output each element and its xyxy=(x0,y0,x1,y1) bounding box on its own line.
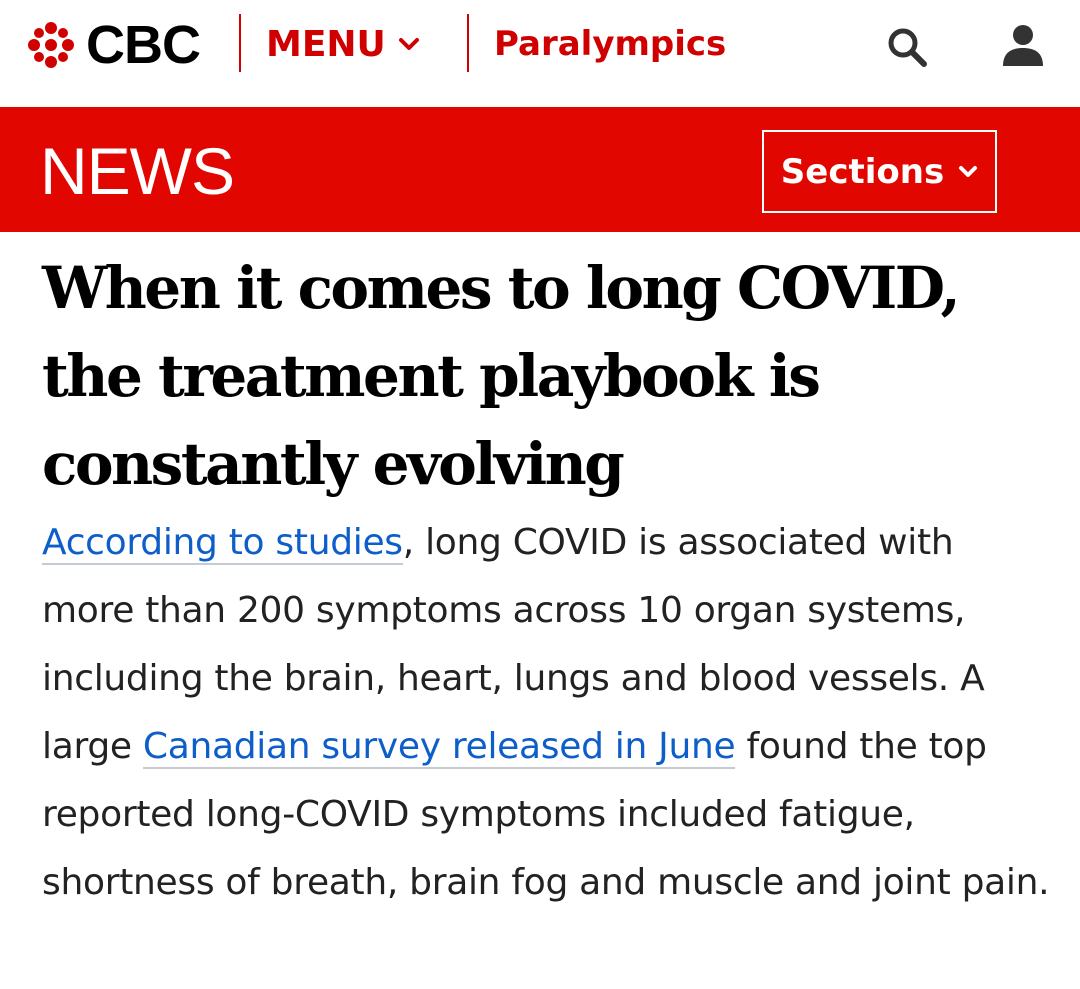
sections-button[interactable] xyxy=(762,130,997,213)
article-paragraph xyxy=(42,509,1052,917)
chevron-down-icon xyxy=(958,165,978,179)
paralympics-link[interactable]: Paralympics xyxy=(494,24,727,64)
sections-label: Sections xyxy=(780,151,945,192)
canadian-survey-link[interactable]: Canadian survey released in June xyxy=(142,726,736,767)
menu-button[interactable] xyxy=(266,22,420,66)
header-divider xyxy=(467,14,469,72)
cbc-gem-icon xyxy=(26,20,76,70)
paragraph-text: found the top reported long-COVID symptoms included fatigue, shortness of breath, brain fog and muscle and joint pain. xyxy=(42,726,1050,903)
user-icon xyxy=(1000,22,1046,68)
logo-text: CBC xyxy=(86,15,200,75)
account-button[interactable] xyxy=(1000,22,1046,72)
header-divider xyxy=(239,14,241,72)
chevron-down-icon xyxy=(398,37,420,51)
top-navigation-bar xyxy=(0,0,1080,107)
paragraph-text: , long COVID is associated with more than 200 symptoms across 10 organ systems, including the brain, heart, lungs and blood vessels. A large xyxy=(42,522,985,767)
news-label[interactable]: NEWS xyxy=(40,134,234,208)
article-headline: When it comes to long COVID, the treatment playbook is constantly evolving xyxy=(42,254,959,498)
studies-link[interactable]: According to studies xyxy=(42,522,403,563)
search-icon xyxy=(884,24,930,70)
search-button[interactable] xyxy=(884,24,930,74)
menu-label: MENU xyxy=(266,23,386,65)
cbc-logo[interactable] xyxy=(26,16,200,74)
news-section-bar xyxy=(0,107,1080,232)
